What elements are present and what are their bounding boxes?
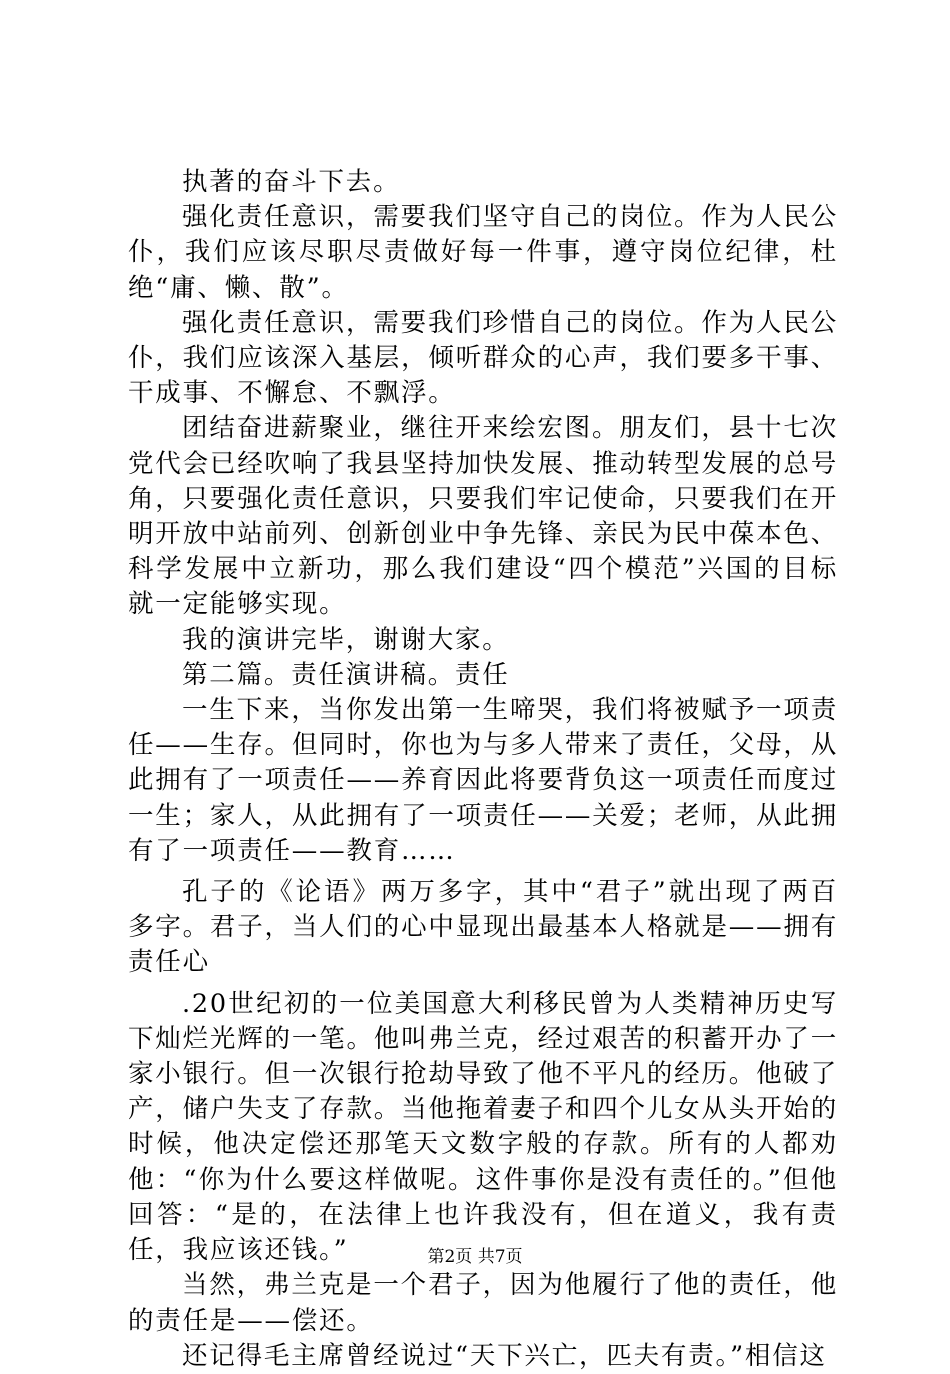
paragraph: 一生下来，当你发出第一生啼哭，我们将被赋予一项责任——生存。但同时，你也为与多人带来了责任，父母，从此拥有了一项责任——养育因此将要背负这一项责任而度过一生；家人，从此拥有了一项责任——关爱；老师，从此拥有了一项责任——教育…… <box>128 695 838 866</box>
paragraph: 还记得毛主席曾经说过“天下兴亡，匹夫有责。”相信这 <box>182 1340 827 1371</box>
paragraph: 我的演讲完毕，谢谢大家。 <box>182 624 510 655</box>
paragraph: 当然，弗兰克是一个君子，因为他履行了他的责任，他的责任是——偿还。 <box>128 1270 838 1336</box>
section-heading: 第二篇。责任演讲稿。责任 <box>182 659 510 690</box>
page-number-footer: 第2页 共7页 <box>427 1247 523 1267</box>
paragraph: 孔子的《论语》两万多字，其中“君子”就出现了两百多字。君子，当人们的心中显现出最基本人格就是——拥有责任心 <box>128 877 838 978</box>
paragraph: .20世纪初的一位美国意大利移民曾为人类精神历史写下灿烂光辉的一笔。他叫弗兰克，经过艰苦的积蓄开办了一家小银行。但一次银行抢劫导致了他不平凡的经历。他破了产，储户失支了存款。当他拖着妻子和四个儿女从头开始的时候，他决定偿还那笔天文数字般的存款。所有的人都劝他：“你为什么要这样做呢。这件事你是没有责任的。”但他回答：“是的，在法律上也许我没有，但在道义，我有责任，我应该还钱。” <box>128 988 838 1266</box>
paragraph: 强化责任意识，需要我们坚守自己的岗位。作为人民公仆，我们应该尽职尽责做好每一件事，遵守岗位纪律，杜绝“庸、懒、散”。 <box>128 202 838 303</box>
body-text <box>128 165 838 1374</box>
paragraph: 强化责任意识，需要我们珍惜自己的岗位。作为人民公仆，我们应该深入基层，倾听群众的心声，我们要多干事、干成事、不懈怠、不飘浮。 <box>128 307 838 409</box>
paragraph: 执著的奋斗下去。 <box>182 167 401 197</box>
paragraph: 团结奋进薪聚业，继往开来绘宏图。朋友们，县十七次党代会已经吹响了我县坚持加快发展、推动转型发展的总号角，只要强化责任意识，只要我们牢记使命，只要我们在开明开放中站前列、创新创业中争先锋、亲民为民中葆本色、科学发展中立新功，那么我们建设“四个模范”兴国的目标就一定能够实现。 <box>128 413 838 620</box>
